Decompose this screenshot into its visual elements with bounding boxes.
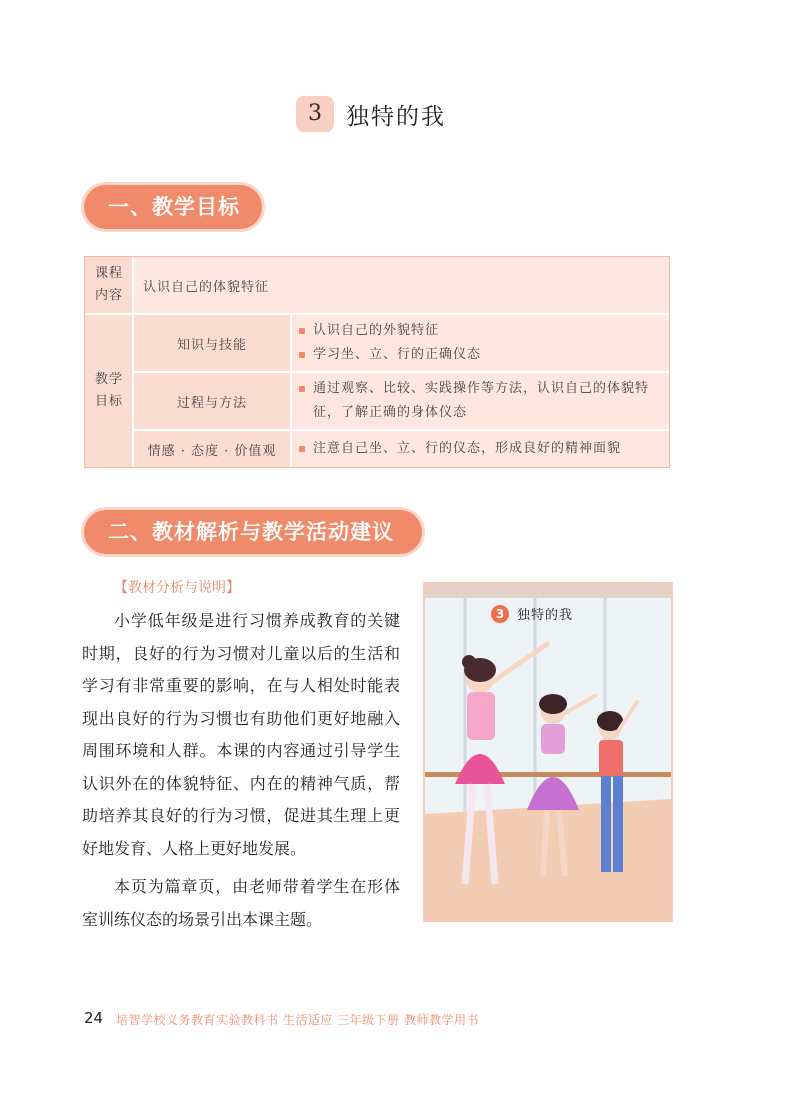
page-number: 24 [84, 1009, 104, 1027]
goal-bullet-text: 学习坐、立、行的正确仪态 [313, 347, 482, 362]
goal-category-knowledge [133, 315, 291, 371]
goal-category-process [133, 373, 291, 429]
goal-items-process [299, 373, 665, 429]
course-content-value [143, 257, 663, 313]
goal-bullet [299, 343, 481, 367]
goal-category-text: 知识与技能 [176, 337, 247, 353]
goal-category-text: 过程与方法 [176, 395, 247, 411]
goal-category-text: 情感 · 态度 · 价值观 [147, 443, 277, 459]
objectives-table [84, 256, 670, 468]
bullet-icon [299, 446, 305, 452]
lesson-number-badge: 3 [296, 96, 334, 132]
goal-category-attitude [133, 431, 291, 467]
course-content-label-text: 课程内容 [95, 266, 124, 303]
footer-book-title: 培智学校义务教育实验教科书 生活适应 三年级下册 教师教学用书 [116, 1013, 479, 1027]
goal-bullet [299, 437, 621, 461]
goal-items-knowledge [299, 315, 665, 371]
goal-bullet [299, 319, 439, 343]
teaching-goals-label-text: 教学目标 [95, 372, 124, 409]
lesson-title: 独特的我 [346, 104, 446, 130]
illustration-number-badge: 3 [491, 605, 509, 623]
illustration-title: 独特的我 [517, 608, 574, 623]
analysis-paragraph: 本页为篇章页，由老师带着学生在形体室训练仪态的场景引出本课主题。 [82, 877, 400, 929]
section-banner-analysis: 二、教材解析与教学活动建议 [84, 510, 422, 554]
goal-bullet-text: 通过观察、比较、实践操作等方法，认识自己的体貌特征，了解正确的身体仪态 [313, 381, 650, 420]
bullet-icon [299, 386, 305, 392]
goal-bullet [299, 377, 665, 425]
chapter-illustration [423, 582, 673, 922]
goal-bullet-text: 注意自己坐、立、行的仪态，形成良好的精神面貌 [313, 441, 622, 456]
goal-bullet-text: 认识自己的外貌特征 [313, 323, 440, 338]
course-content-label [85, 257, 133, 313]
analysis-body [82, 605, 400, 936]
course-content-value-text: 认识自己的体貌特征 [143, 279, 270, 295]
dance-studio-illustration [425, 584, 671, 920]
bullet-icon [299, 328, 305, 334]
analysis-label: 【教材分析与说明】 [114, 580, 240, 596]
teaching-goals-label [85, 315, 133, 467]
analysis-paragraph: 小学低年级是进行习惯养成教育的关键时期，良好的行为习惯对儿童以后的生活和学习有非常重要的影响，在与人相处时能表现出良好的行为习惯也有助他们更好地融入周围环境和人群。本课的内容通过引导学生认识外在的体貌特征、内在的精神气质，帮助培养其良好的行为习惯，促进其生理上更好地发育、人格上更好地发展。 [82, 611, 400, 858]
goal-items-attitude [299, 431, 665, 467]
bullet-icon [299, 352, 305, 358]
section-banner-objectives: 一、教学目标 [84, 185, 262, 229]
